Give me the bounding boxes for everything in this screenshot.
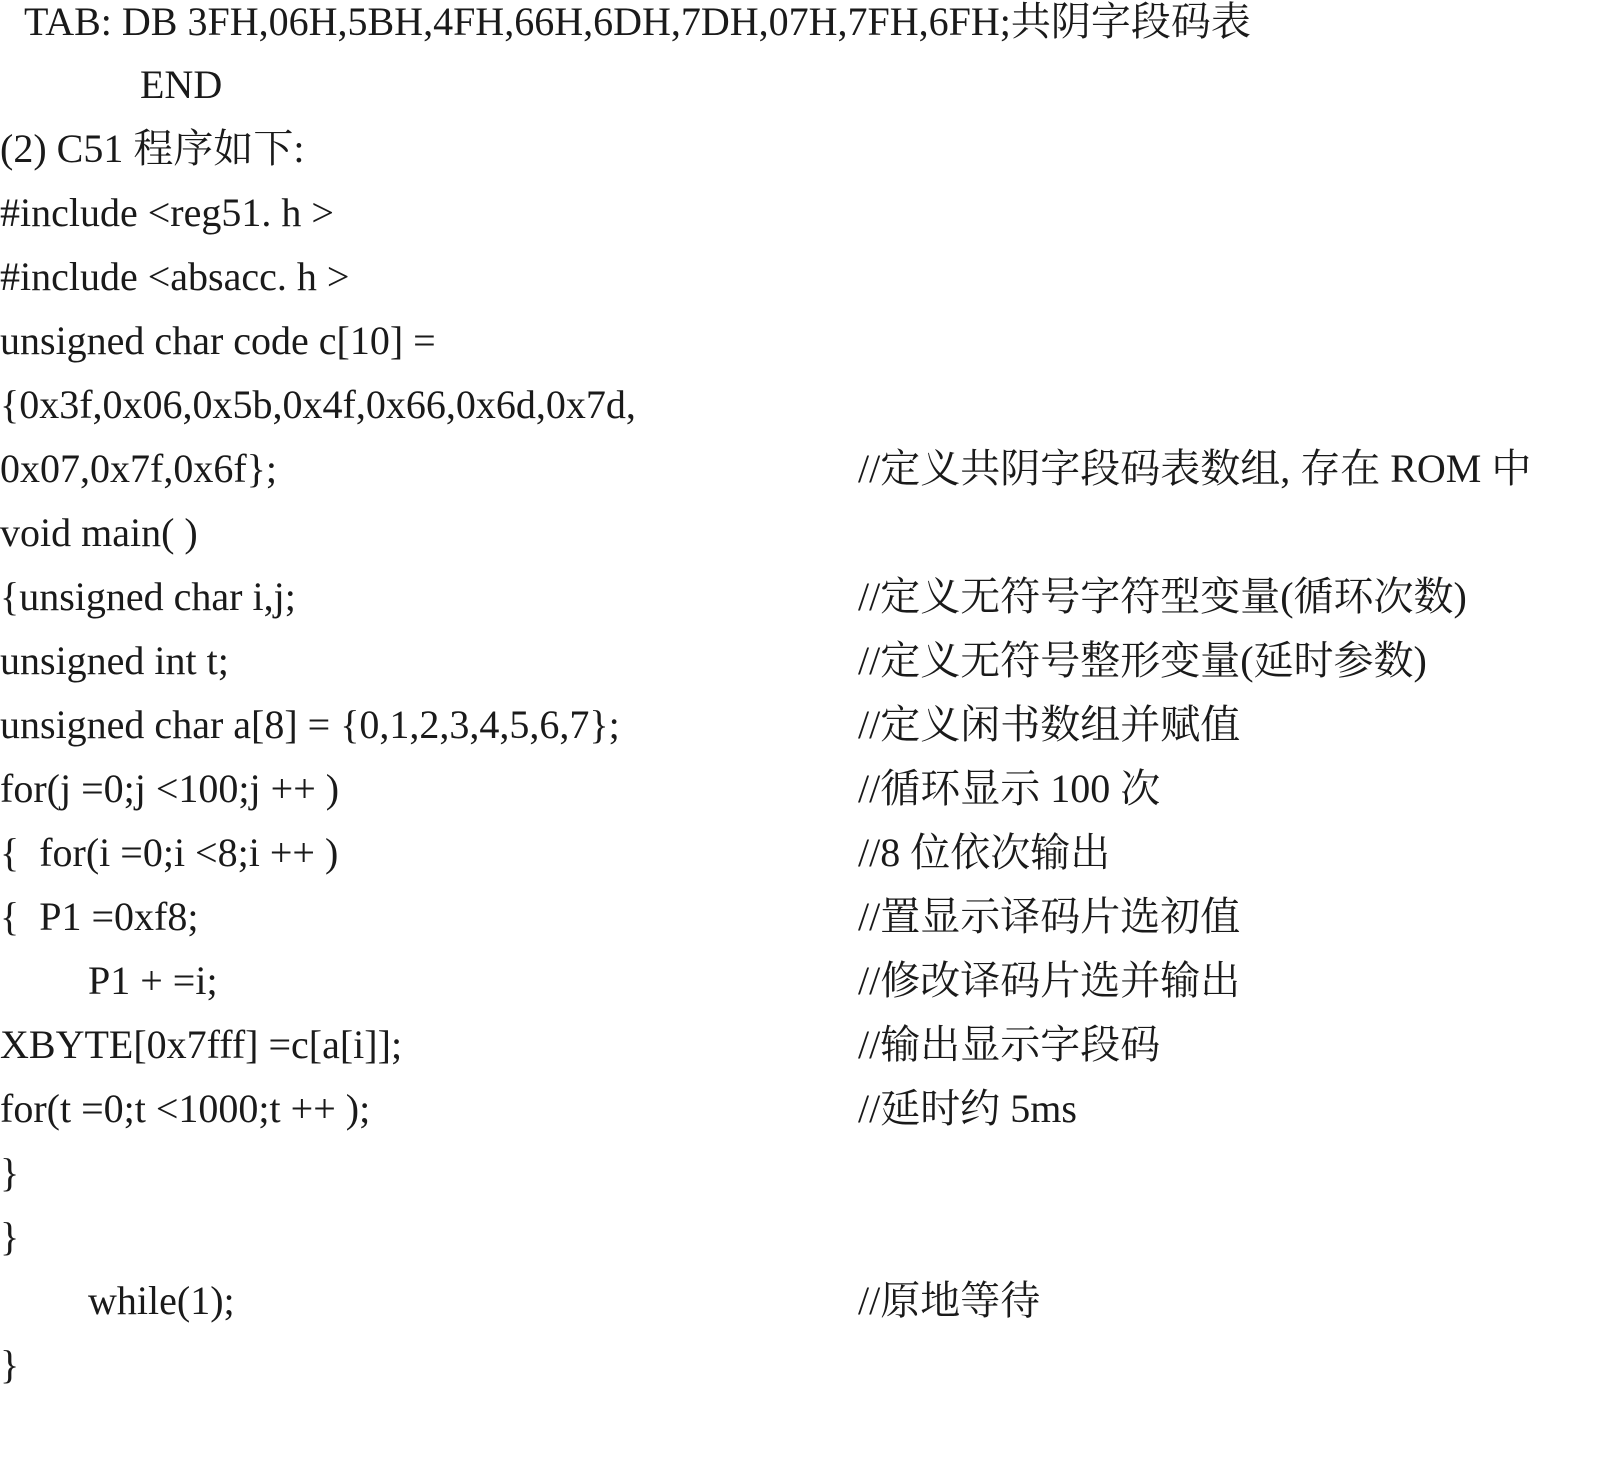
code-line-close-brace [0,1214,1616,1265]
code-comment: //8 位依次输出 [858,830,1111,875]
code-line-close-brace [0,1150,1616,1201]
code-line-p1-add [0,958,1616,1009]
code-comment: //输出显示字段码 [858,1022,1161,1067]
code-line-xbyte [0,1022,1616,1073]
code-comment: //循环显示 100 次 [858,766,1161,811]
code-comment: //置显示译码片选初值 [858,894,1241,939]
code-line-array-values-2 [0,446,1616,497]
code-text: void main( ) [0,510,198,555]
code-text: { for(i =0;i <8;i ++ ) [0,830,339,875]
code-comment: //原地等待 [858,1278,1041,1323]
code-line-tab-table [0,2,1616,50]
code-text: TAB: DB 3FH,06H,5BH,4FH,66H,6DH,7DH,07H,7FH,6FH;共阴字段码表 [24,0,1251,44]
code-line-delay [0,1086,1616,1137]
code-text: { P1 =0xf8; [0,894,199,939]
code-text: } [0,1214,20,1259]
code-line-array-a [0,702,1616,753]
code-text: while(1); [88,1278,235,1323]
code-text: unsigned char a[8] = {0,1,2,3,4,5,6,7}; [0,702,620,747]
code-line-char-vars [0,574,1616,625]
section-heading [0,126,1616,177]
code-line-include-reg51 [0,190,1616,241]
code-line-while [0,1278,1616,1329]
code-comment: //定义无符号字符型变量(循环次数) [858,574,1467,619]
code-text: {unsigned char i,j; [0,574,296,619]
code-comment: //定义共阴字段码表数组, 存在 ROM 中 [858,446,1532,491]
code-text: } [0,1150,20,1195]
code-line-close-brace [0,1342,1616,1393]
code-line-include-absacc [0,254,1616,305]
code-line-end [0,62,1616,113]
code-comment: //定义无符号整形变量(延时参数) [858,638,1427,683]
code-text: #include <reg51. h > [0,190,334,235]
code-line-array-decl [0,318,1616,369]
code-text: unsigned int t; [0,638,229,683]
code-text: for(j =0;j <100;j ++ ) [0,766,340,811]
code-text: {0x3f,0x06,0x5b,0x4f,0x66,0x6d,0x7d, [0,382,636,427]
code-text: P1 + =i; [88,958,218,1003]
code-text: } [0,1342,20,1387]
code-line-for-i [0,830,1616,881]
code-comment: //修改译码片选并输出 [858,958,1241,1003]
code-text: END [140,62,223,107]
code-comment: //延时约 5ms [858,1086,1077,1131]
code-line-main [0,510,1616,561]
code-line-p1-init [0,894,1616,945]
code-text: unsigned char code c[10] = [0,318,436,363]
code-text: for(t =0;t <1000;t ++ ); [0,1086,371,1131]
code-text: (2) C51 程序如下: [0,126,305,171]
code-line-for-j [0,766,1616,817]
code-line-int-var [0,638,1616,689]
code-text: 0x07,0x7f,0x6f}; [0,446,277,491]
code-comment: //定义闲书数组并赋值 [858,702,1241,747]
code-text: #include <absacc. h > [0,254,350,299]
code-text: XBYTE[0x7fff] =c[a[i]]; [0,1022,403,1067]
code-line-array-values-1 [0,382,1616,433]
